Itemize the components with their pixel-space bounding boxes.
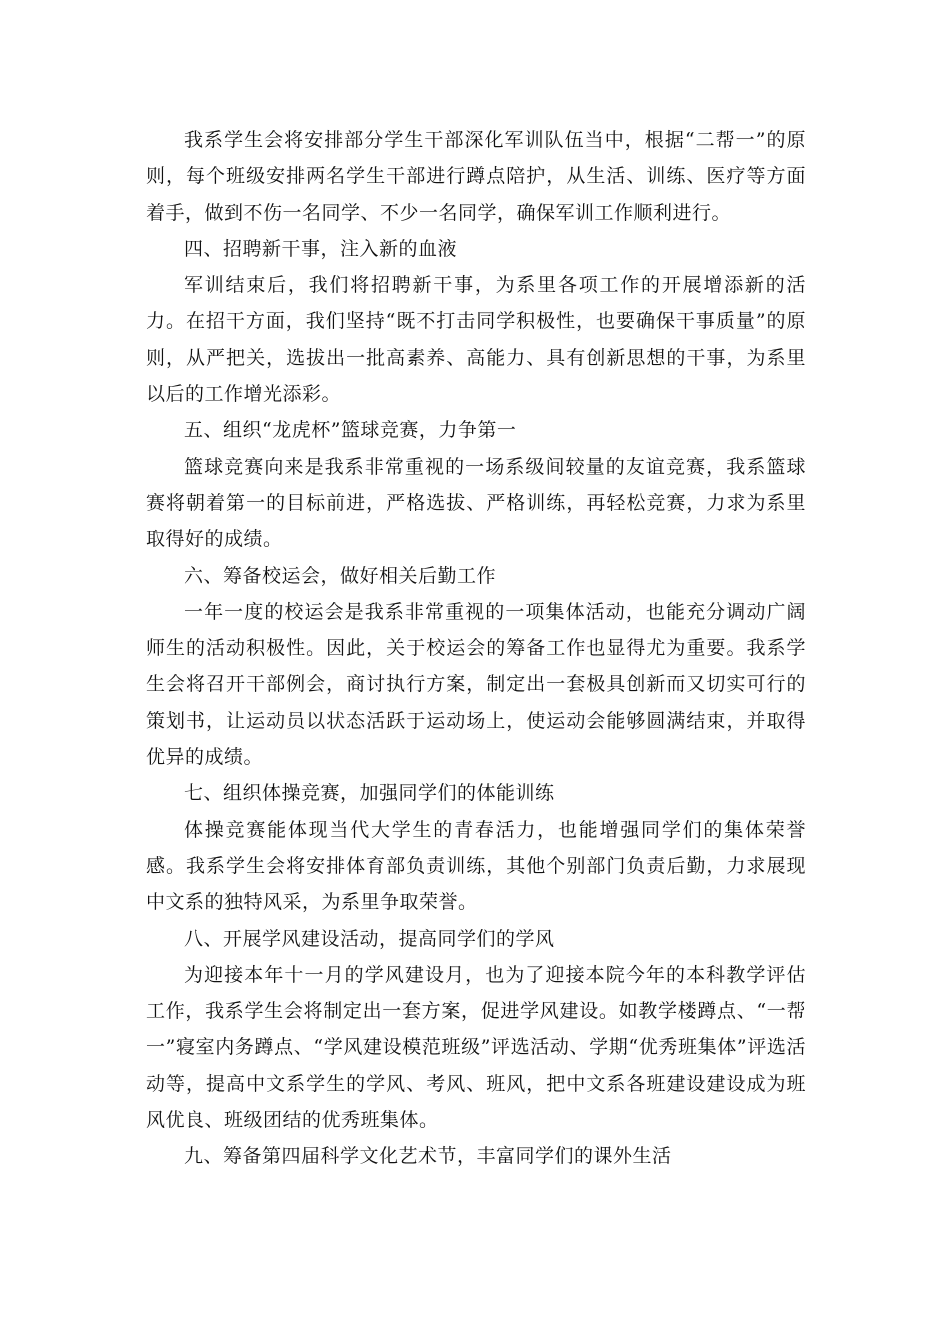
paragraph-study-style: 为迎接本年十一月的学风建设月，也为了迎接本院今年的本科教学评估工作，我系学生会将制定出一套方案，促进学风建设。如教学楼蹲点、“一帮一”寝室内务蹲点、“学风建设模范班级”评选活动、学期“优秀班集体”评选活动等，提高中文系学生的学风、考风、班风，把中文系各班建设建设成为班风优良、班级团结的优秀班集体。: [146, 963, 806, 1132]
section-heading-9: 九、筹备第四届科学文化艺术节，丰富同学们的课外生活: [184, 1145, 672, 1168]
section-heading-5: 五、组织“龙虎杯”篮球竞赛，力争第一: [184, 419, 517, 442]
section-heading-7: 七、组织体操竞赛，加强同学们的体能训练: [184, 782, 555, 805]
section-heading-4: 四、招聘新干事，注入新的血液: [184, 237, 458, 260]
paragraph-basketball: 篮球竞赛向来是我系非常重视的一场系级间较量的友谊竞赛，我系篮球赛将朝着第一的目标前进，严格选拔、严格训练，再轻松竞赛，力求为系里取得好的成绩。: [146, 455, 806, 551]
section-heading-6: 六、筹备校运会，做好相关后勤工作: [184, 564, 497, 587]
document-body: [146, 122, 806, 1175]
paragraph-sports-meet: 一年一度的校运会是我系非常重视的一项集体活动，也能充分调动广阔师生的活动积极性。因此，关于校运会的筹备工作也显得尤为重要。我系学生会将召开干部例会，商讨执行方案，制定出一套极具创新而又切实可行的策划书，让运动员以状态活跃于运动场上，使运动会能够圆满结束，并取得优异的成绩。: [146, 600, 806, 769]
paragraph-recruit-staff: 军训结束后，我们将招聘新干事，为系里各项工作的开展增添新的活力。在招干方面，我们坚持“既不打击同学积极性，也要确保干事质量”的原则，从严把关，选拔出一批高素养、高能力、具有创新思想的干事，为系里以后的工作增光添彩。: [146, 274, 806, 406]
paragraph-military-training: 我系学生会将安排部分学生干部深化军训队伍当中，根据“二帮一”的原则，每个班级安排两名学生干部进行蹲点陪护，从生活、训练、医疗等方面着手，做到不伤一名同学、不少一名同学，确保军训工作顺利进行。: [146, 129, 806, 224]
section-heading-8: 八、开展学风建设活动，提高同学们的学风: [184, 927, 555, 950]
paragraph-gymnastics: 体操竞赛能体现当代大学生的青春活力，也能增强同学们的集体荣誉感。我系学生会将安排体育部负责训练，其他个别部门负责后勤，力求展现中文系的独特风采，为系里争取荣誉。: [146, 818, 806, 914]
